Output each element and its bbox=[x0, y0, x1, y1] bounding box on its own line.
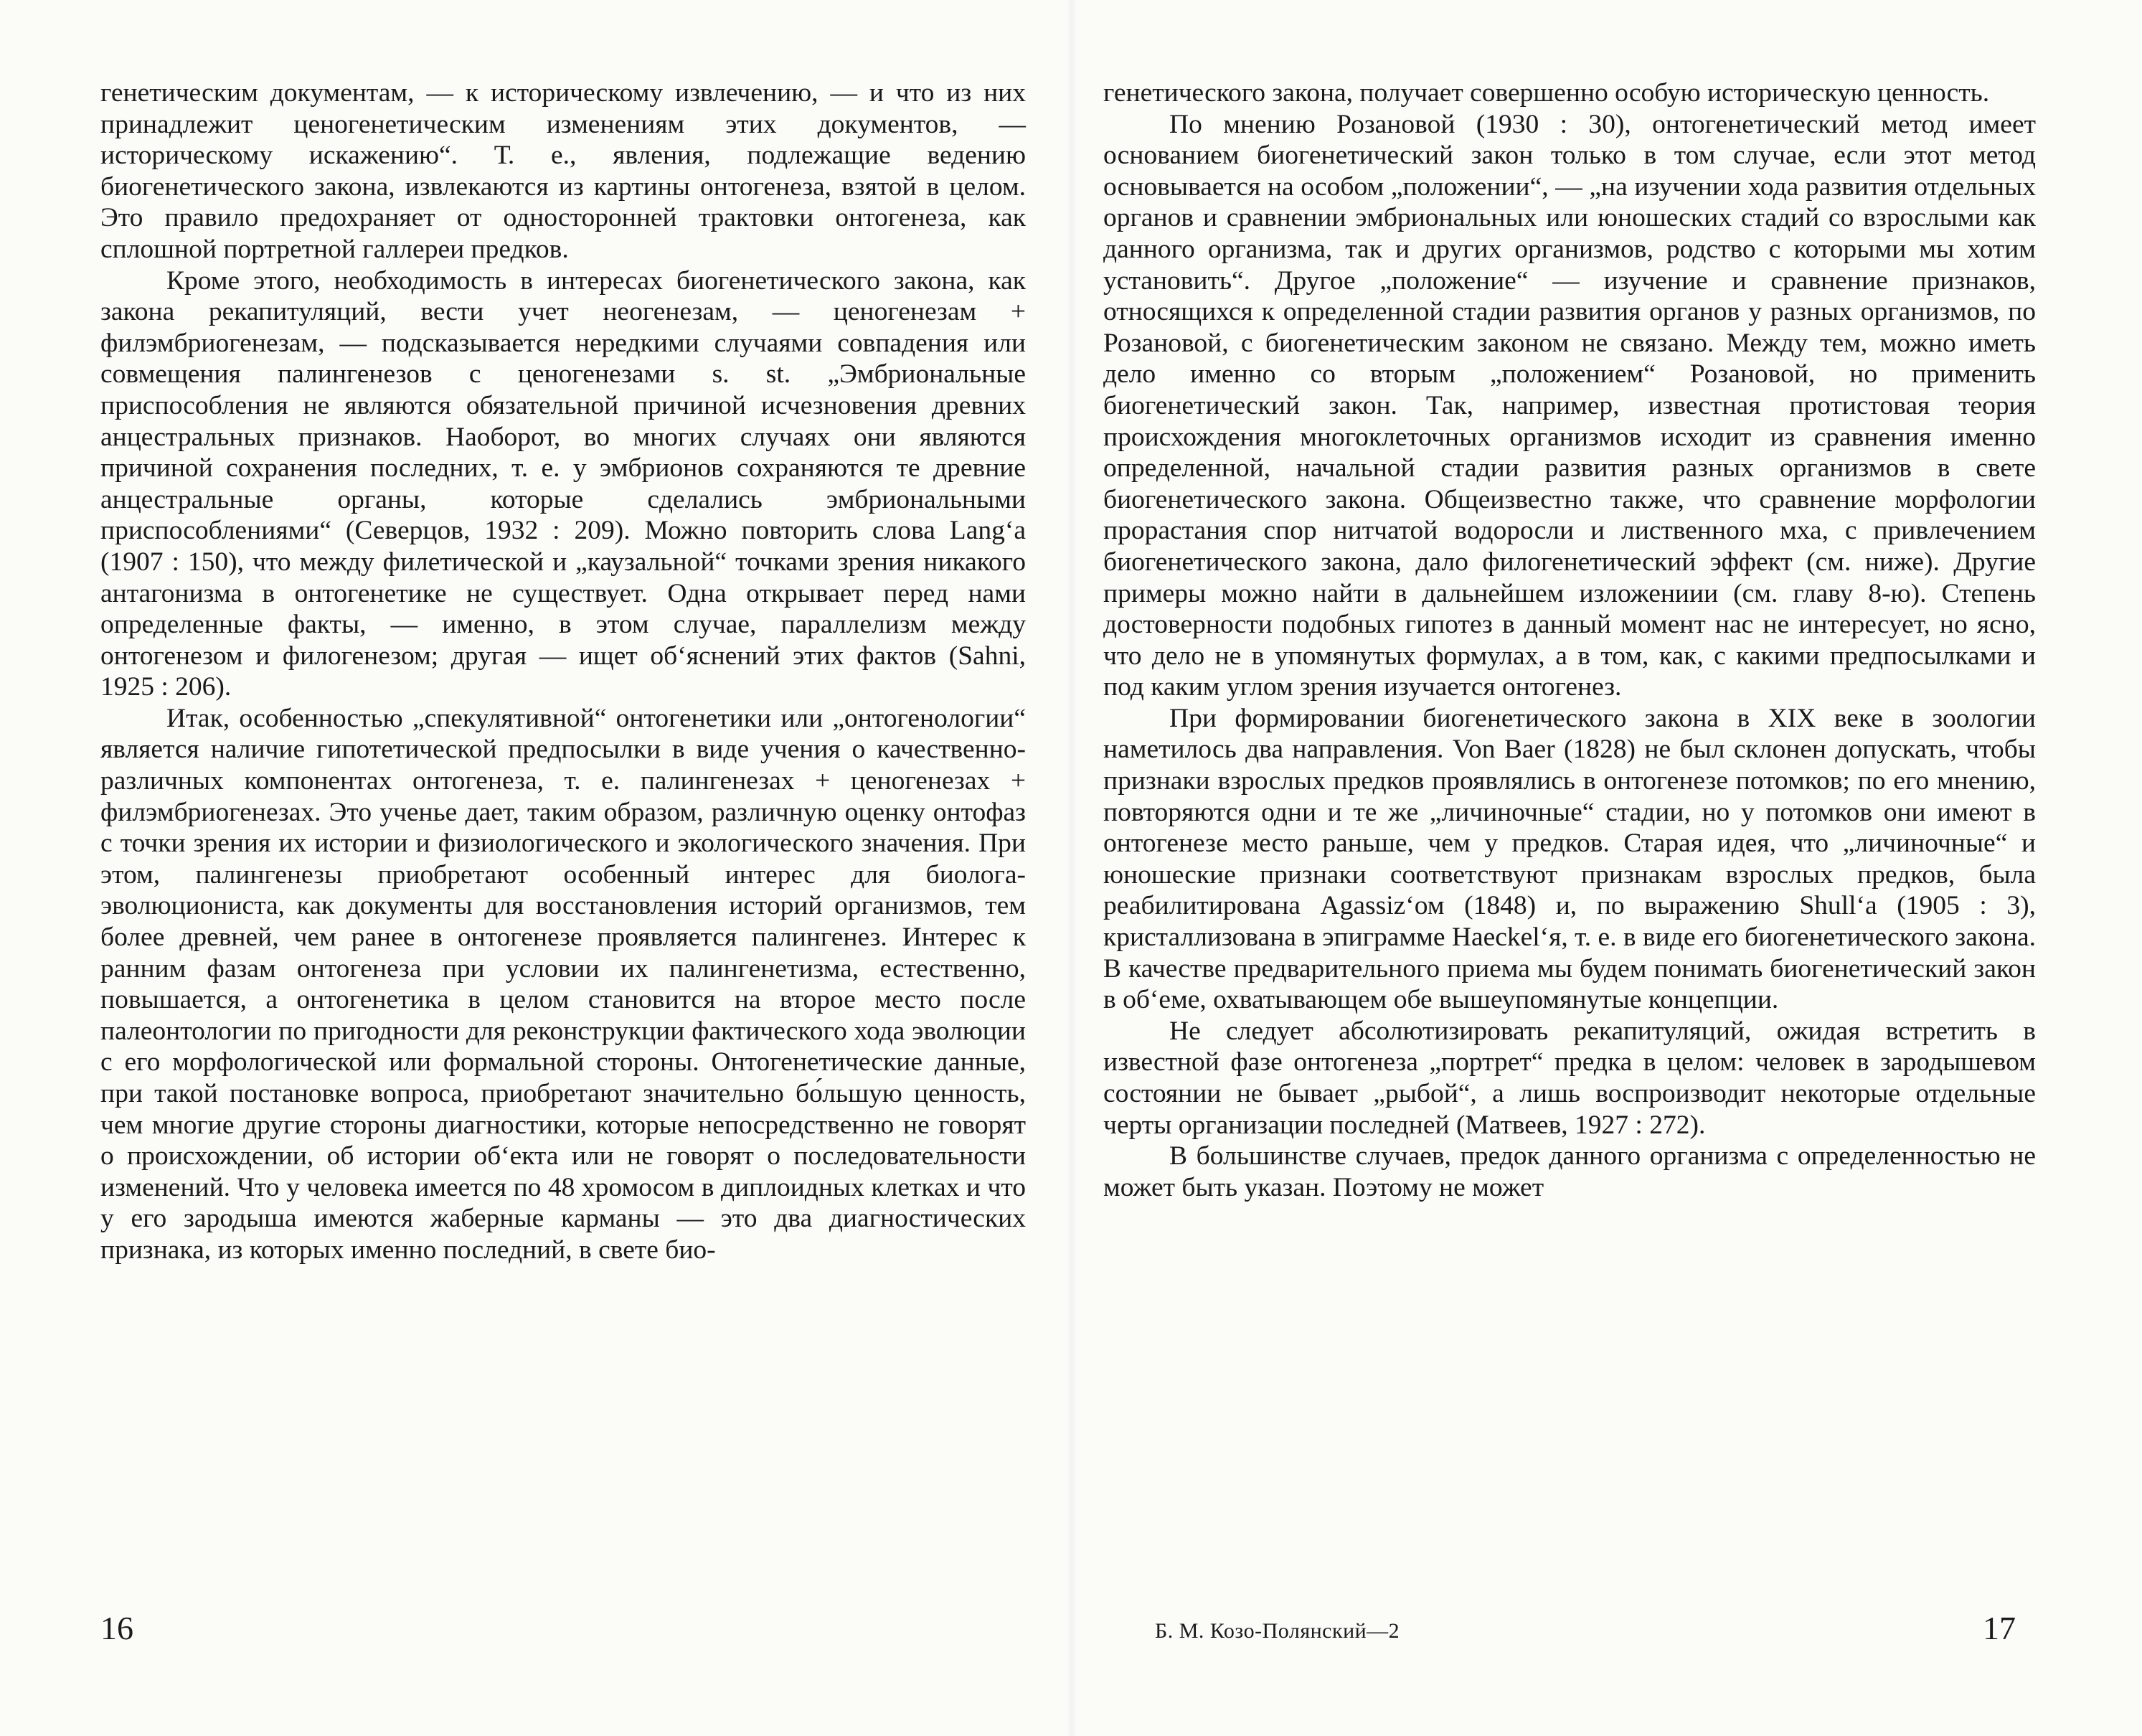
page-gutter bbox=[1067, 0, 1076, 1736]
paragraph: В большинстве случаев, предок данного организма с определенностью не может быть указан. Поэтому не может bbox=[1103, 1141, 2036, 1202]
paragraph: генетического закона, получает совершенно особую историческую ценность. bbox=[1103, 78, 1990, 108]
paragraph: Не следует абсолютизировать рекапитуляций, ожидая встретить в известной фазе онтогенеза „портрет“ предка в целом: человек в зародышевом состоянии не бывает „рыбой“, а лишь воспроизводит некоторые отдельные черты организации последней (Матвеев, 1927 : 272). bbox=[1103, 1016, 2036, 1140]
paragraph: По мнению Розановой (1930 : 30), онтогенетический метод имеет основанием биогенетический закон только в том случае, если этот метод основывается на особом „положении“, — „на изучении хода развития отдельных органов и сравнении эмбриональных или юношеских стадий со взрослыми как данного организма, так и других организмов, родство с которыми мы хотим установить“. Другое „положение“ — изучение и сравнение признаков, относящихся к определенной стадии развития органов у разных организмов, по Розановой, с биогенетическим законом не связано. Между тем, можно иметь дело именно со вторым „положением“ Розановой, но применить биогенетический закон. Так, например, известная протистовая теория происхождения многоклеточных организмов исходит из сравнения именно определенной, начальной стадии развития разных организмов в свете биогенетического закона. Общеизвестно также, что сравнение морфологии прорастания спор нитчатой водоросли и лиственного мха, с привлечением биогенетического закона, дало филогенетический эффект (см. ниже). Другие примеры можно найти в дальнейшем изложениии (см. главу 8-ю). Степень достоверности подобных гипотез в данный момент нас не интересует, но ясно, что дело не в упомянутых формулах, а в том, как, с какими предпосылками и под каким углом зрения изучается онтогенез. bbox=[1103, 109, 2036, 702]
left-page bbox=[100, 77, 1026, 1266]
paragraph: При формировании биогенетического закона в XIX веке в зоологии наметилось два направления. Von Baer (1828) не был склонен допускать, чтобы признаки взрослых предков проявлялись в онтогенезе потомков; по его мнению, повторяются одни и те же „личиночные“ стадии, но у потомков они имеют в онтогенезе место раньше, чем у предков. Старая идея, что „личиночные“ и юношеские признаки соответствуют признакам взрослых предков, была реабилитирована Agassiz‘ом (1848) и, по выражению Shull‘a (1905 : 3), кристаллизована в эпиграмме Haeckel‘я, т. е. в виде его биогенетического закона. В качестве предварительного приема мы будем понимать биогенетический закон в об‘еме, охватывающем обе вышеупомянутые концепции. bbox=[1103, 703, 2036, 1015]
paragraph: генетическим документам, — к историческому извлечению, — и что из них принадлежит ценогенетическим изменениям этих документов, — историческому искажению“. Т. е., явления, подлежащие ведению биогенетического закона, извлекаются из картины онтогенеза, взятой в целом. Это правило предохраняет от односторонней трактовки онтогенеза, как сплошной портретной галлереи предков. bbox=[100, 78, 1026, 264]
page-number-right: 17 bbox=[1983, 1610, 2016, 1646]
signature-mark: Б. М. Козо-Полянский—2 bbox=[1155, 1619, 1400, 1643]
paragraph: Кроме этого, необходимость в интересах биогенетического закона, как закона рекапитуляций, вести учет неогенезам, — ценогенезам + филэмбриогенезам, — подсказывается нередкими случаями совпадения или совмещения палингенезов с ценогенезами s. st. „Эмбриональные приспособления не являются обязательной причиной исчезновения древних анцестральных признаков. Наоборот, во многих случаях они являются причиной сохранения последних, т. е. у эмбрионов сохраняются те древние анцестральные органы, которые сделались эмбриональными приспособлениями“ (Северцов, 1932 : 209). Можно повторить слова Lang‘a (1907 : 150), что между филетической и „каузальной“ точками зрения никакого антагонизма в онтогенетике не существует. Одна открывает перед нами определенные факты, — именно, в этом случае, параллелизм между онтогенезом и филогенезом; другая — ищет об‘яснений этих фактов (Sahni, 1925 : 206). bbox=[100, 265, 1026, 702]
right-page bbox=[1103, 77, 2036, 1203]
page-number-left: 16 bbox=[100, 1610, 133, 1646]
paragraph: Итак, особенностью „спекулятивной“ онтогенетики или „онтогенологии“ является наличие гипотетической предпосылки в виде учения о качественно-различных компонентах онтогенеза, т. е. палингенезах + ценогенезах + филэмбриогенезах. Это ученье дает, таким образом, различную оценку онтофаз с точки зрения их истории и физиологического и экологического значения. При этом, палингенезы приобретают особенный интерес для биолога-эволюциониста, как документы для восстановления историй организмов, тем более древней, чем ранее в онтогенезе проявляется палингенез. Интерес к ранним фазам онтогенеза при условии их палингенетизма, естественно, повышается, а онтогенетика в целом становится на второе место после палеонтологии по пригодности для реконструкции фактического хода эволюции с его морфологической или формальной стороны. Онтогенетические данные, при такой постановке вопроса, приобретают значительно бо́льшую ценность, чем многие другие стороны диагностики, которые непосредственно не говорят о происхождении, об истории об‘екта или не говорят о последовательности изменений. Что у человека имеется по 48 хромосом в диплоидных клетках и что у его зародыша имеются жаберные карманы — это два диагностических признака, из которых именно последний, в свете био- bbox=[100, 703, 1026, 1265]
